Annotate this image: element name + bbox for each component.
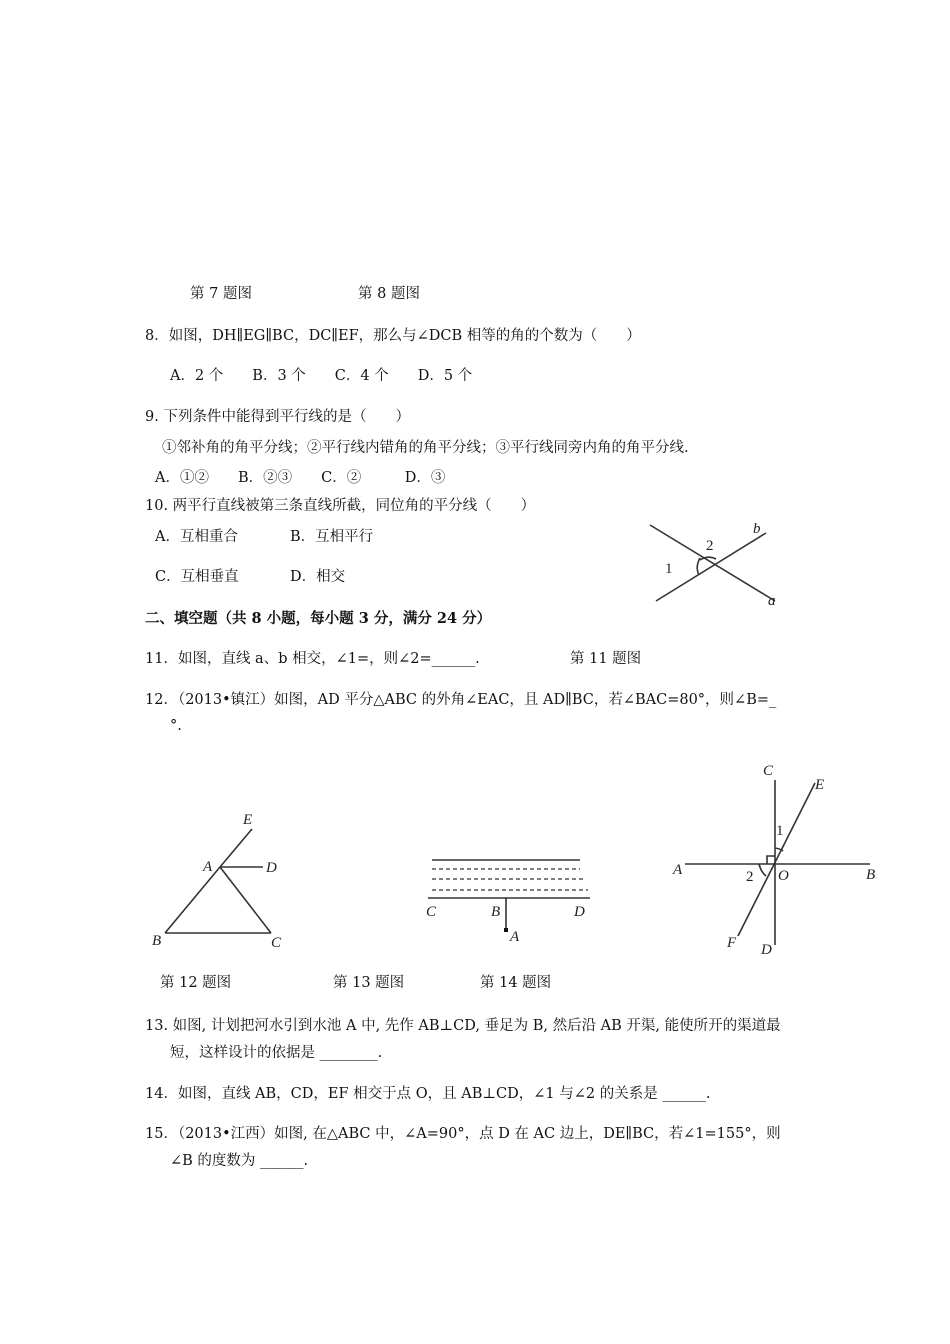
section2-heading: 二、填空题（共 8 小题，每小题 3 分，满分 24 分）	[145, 610, 492, 627]
q10-option-b: B．互相平行	[290, 529, 374, 545]
q9-options: A．①② B．②③ C．② D．③	[155, 470, 446, 486]
fig14-label-F: F	[727, 935, 737, 951]
fig12-line-ae	[220, 829, 252, 867]
fig12-label-C: C	[271, 935, 282, 951]
fig8-caption: 第 8 题图	[358, 286, 420, 302]
fig13-label-B: B	[491, 904, 501, 920]
q9-stem: 9. 下列条件中能得到平行线的是（ ）	[145, 409, 410, 425]
fig11-label-1: 1	[665, 561, 673, 577]
fig14-caption: 第 14 题图	[480, 975, 552, 991]
fig14-label-A: A	[673, 862, 683, 878]
fig11-label-2: 2	[706, 538, 714, 554]
fig11-angle1-arc	[697, 558, 700, 575]
fig14-diagram	[665, 758, 895, 963]
q13-line2: 短，这样设计的依据是 ________.	[170, 1045, 383, 1061]
fig12-line-ac	[220, 867, 271, 933]
q10-option-a: A．互相重合	[155, 529, 238, 545]
fig12-label-A: A	[203, 859, 213, 875]
fig13-label-C: C	[426, 904, 437, 920]
fig14-angle2-arc	[759, 864, 766, 876]
q8-stem: 8．如图，DH∥EG∥BC，DC∥EF，那么与∠DCB 相等的角的个数为（ ）	[145, 328, 641, 344]
fig13-pool-a	[504, 928, 508, 932]
q10-stem: 10. 两平行直线被第三条直线所截，同位角的平分线（ ）	[145, 498, 536, 514]
q12-line2: °.	[170, 718, 182, 734]
q14-line1: 14．如图，直线 AB，CD，EF 相交于点 O，且 AB⊥CD，∠1 与∠2 的关系是 ______.	[145, 1086, 711, 1102]
q12-line1: 12．（2013•镇江）如图，AD 平分△ABC 的外角∠EAC，且 AD∥BC，若∠BAC=80°，则∠B=_	[145, 692, 777, 708]
fig13-diagram	[420, 850, 600, 950]
fig7-caption: 第 7 题图	[190, 286, 252, 302]
fig14-line-ef	[738, 783, 815, 936]
fig12-diagram	[145, 805, 295, 955]
fig12-label-B: B	[152, 933, 162, 949]
fig13-label-A: A	[510, 929, 520, 945]
fig13-label-D: D	[574, 904, 585, 920]
fig14-label-D: D	[761, 942, 772, 958]
fig14-right-angle-mark	[767, 856, 775, 864]
fig12-line-ba	[165, 867, 220, 933]
fig12-label-E: E	[243, 812, 253, 828]
q15-line2: ∠B 的度数为 ______.	[170, 1153, 309, 1169]
q10-option-d: D．相交	[290, 569, 346, 585]
fig11-caption: 第 11 题图	[570, 651, 642, 667]
q10-option-c: C．互相垂直	[155, 569, 239, 585]
q11-stem: 11．如图，直线 a、b 相交，∠1=，则∠2=______.	[145, 651, 480, 667]
fig14-label-1: 1	[776, 823, 784, 839]
fig14-label-C: C	[763, 763, 774, 779]
fig11-label-a: a	[768, 593, 776, 609]
q13-line1: 13. 如图, 计划把河水引到水池 A 中, 先作 AB⊥CD, 垂足为 B, 然后沿 AB 开渠, 能使所开的渠道最	[145, 1018, 781, 1034]
fig11-diagram	[640, 515, 790, 610]
q15-line1: 15．（2013•江西）如图, 在△ABC 中，∠A=90°，点 D 在 AC 边上，DE∥BC，若∠1=155°，则	[145, 1126, 781, 1142]
fig14-label-E: E	[815, 777, 825, 793]
fig12-label-D: D	[266, 860, 277, 876]
fig14-label-O: O	[778, 868, 789, 884]
fig12-caption: 第 12 题图	[160, 975, 232, 991]
fig14-label-B: B	[866, 867, 876, 883]
q8-options: A．2 个 B．3 个 C．4 个 D．5 个	[170, 368, 473, 384]
fig13-caption: 第 13 题图	[333, 975, 405, 991]
fig14-label-2: 2	[746, 869, 754, 885]
q9-conditions: ①邻补角的角平分线；②平行线内错角的角平分线；③平行线同旁内角的角平分线.	[162, 440, 689, 456]
fig11-label-b: b	[753, 521, 761, 537]
